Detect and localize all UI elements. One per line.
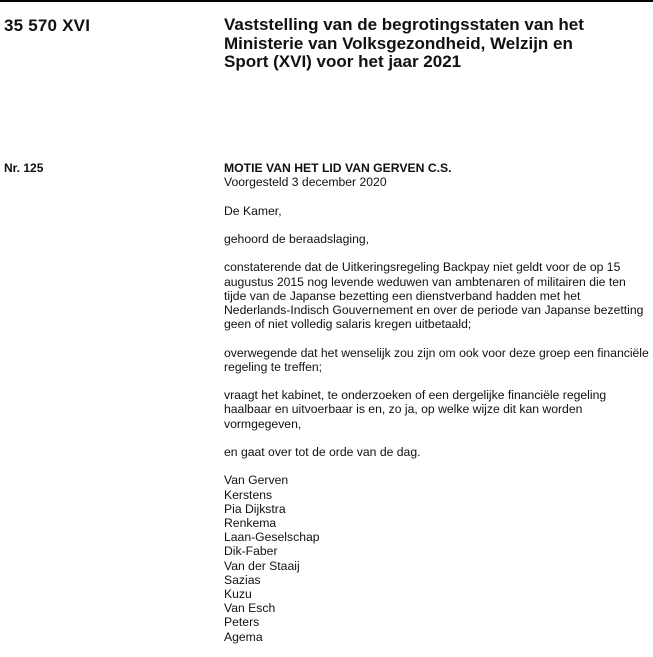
- signers-list: [224, 473, 649, 643]
- signer: Laan-Geselschap: [224, 530, 320, 545]
- signer: Dik-Faber: [224, 544, 278, 559]
- document-title-line: Ministerie van Volksgezondheid, Welzijn en: [224, 33, 573, 53]
- top-rule: [0, 0, 653, 2]
- paragraph-considering: overwegende dat het wenselijk zou zijn om ook voor deze groep een financiële regeling te treffen;: [224, 345, 649, 374]
- proposed-date: Voorgesteld 3 december 2020: [224, 175, 387, 190]
- signer: Peters: [224, 615, 260, 630]
- paragraph-noting: constaterende dat de Uitkeringsregeling Backpay niet geldt voor de op 15 augustus 2015 nog levende weduwen van ambtenaren of militairen die ten tijde van de Japanse bezetting een dienstverband hadden met het Nederlands-Indisch Gouvernement en over de periode van Japanse bezetting geen of niet volledig salaris kregen uitbetaald;: [224, 260, 644, 332]
- kamerstuk-number: 35 570 XVI: [4, 16, 91, 35]
- document-number: Nr. 125: [4, 161, 44, 175]
- signer: Kerstens: [224, 487, 273, 502]
- signer: Sazias: [224, 572, 261, 587]
- paragraph-closing: en gaat over tot de orde van de dag.: [224, 444, 421, 459]
- paragraph-request: vraagt het kabinet, te onderzoeken of een dergelijke financiële regeling haalbaar en uitvoerbaar is en, zo ja, op welke wijze dit kan worden vormgegeven,: [224, 388, 607, 431]
- signer: Pia Dijkstra: [224, 501, 286, 516]
- signer: Renkema: [224, 515, 277, 530]
- signer: Kuzu: [224, 586, 252, 601]
- signer: Van Esch: [224, 601, 276, 616]
- signer: Van Gerven: [224, 473, 289, 488]
- motion-body: [224, 161, 649, 644]
- paragraph-addressee: De Kamer,: [224, 203, 282, 218]
- signer: Agema: [224, 629, 263, 644]
- document-title-line: Sport (XVI) voor het jaar 2021: [224, 52, 462, 71]
- motion-title: MOTIE VAN HET LID VAN GERVEN C.S.: [224, 161, 452, 175]
- document-title: [224, 16, 644, 72]
- paragraph-heard: gehoord de beraadslaging,: [224, 231, 370, 246]
- document-title-line: Vaststelling van de begrotingsstaten van het: [224, 15, 584, 34]
- signer: Van der Staaij: [224, 558, 300, 573]
